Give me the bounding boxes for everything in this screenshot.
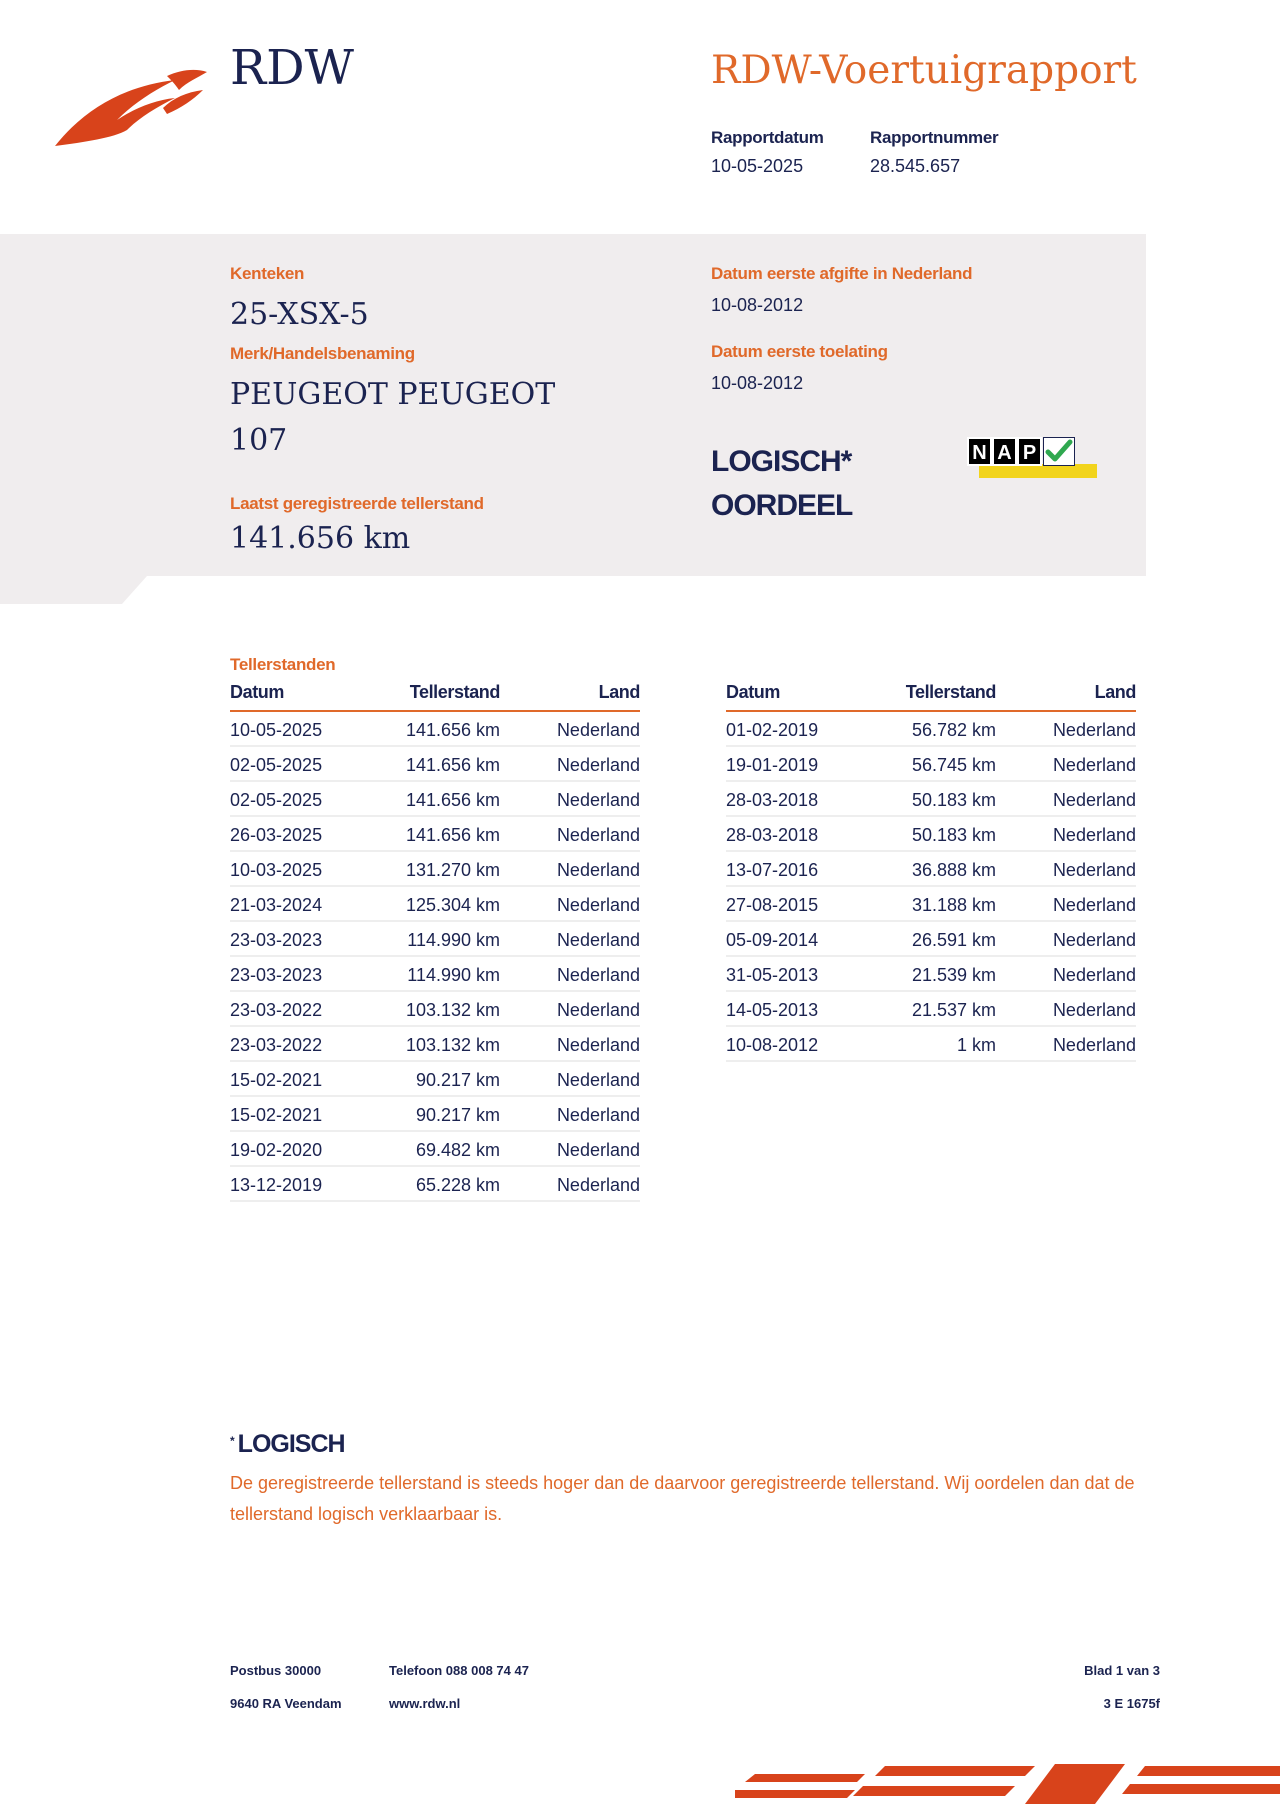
table-row	[726, 992, 1136, 1027]
reading-km: 141.656 km	[405, 790, 500, 810]
footer-code: 3 E 1675f	[1103, 1696, 1160, 1711]
first-admission-label: Datum eerste toelating	[711, 342, 888, 361]
reading-km: 90.217 km	[415, 1105, 500, 1125]
decorative-stripes-icon	[735, 1760, 1280, 1804]
readings-table-left	[230, 680, 640, 1202]
report-number: 28.545.657	[870, 156, 961, 176]
brand-name: RDW	[230, 40, 354, 96]
reading-km: 141.656 km	[405, 825, 500, 845]
report-date-label: Rapportdatum	[711, 128, 824, 147]
kenteken-label: Kenteken	[230, 264, 305, 283]
reading-date: 23-03-2023	[230, 930, 323, 950]
reading-date: 01-02-2019	[726, 720, 819, 740]
reading-km: 1 km	[956, 1035, 996, 1055]
reading-date: 13-12-2019	[230, 1175, 323, 1195]
first-issue-nl-label: Datum eerste afgifte in Nederland	[711, 264, 973, 283]
table-row	[726, 852, 1136, 887]
note-title-text: LOGISCH	[237, 1430, 345, 1458]
merk-label: Merk/Handelsbenaming	[230, 344, 415, 363]
reading-date: 10-05-2025	[230, 720, 323, 740]
reading-date: 14-05-2013	[726, 1000, 819, 1020]
nap-letter: A	[992, 437, 1017, 466]
reading-date: 31-05-2013	[726, 965, 819, 985]
table-row	[230, 817, 640, 852]
table-row	[230, 852, 640, 887]
table-row	[726, 782, 1136, 817]
table-row	[726, 817, 1136, 852]
reading-land: Nederland	[1052, 825, 1136, 845]
reading-date: 23-03-2022	[230, 1035, 323, 1055]
reading-date: 19-01-2019	[726, 755, 819, 775]
table-row	[230, 992, 640, 1027]
reading-land: Nederland	[556, 755, 640, 775]
merk-value: PEUGEOT PEUGEOT 107	[230, 377, 556, 458]
reading-date: 02-05-2025	[230, 790, 323, 810]
reading-date: 23-03-2022	[230, 1000, 323, 1020]
col-header-km: Tellerstand	[905, 682, 996, 702]
reading-km: 103.132 km	[405, 1035, 500, 1055]
table-row	[230, 957, 640, 992]
table-row	[726, 922, 1136, 957]
table-row	[230, 922, 640, 957]
reading-date: 02-05-2025	[230, 755, 323, 775]
kenteken-value: 25-XSX-5	[230, 297, 369, 332]
reading-date: 21-03-2024	[230, 895, 323, 915]
reading-date: 19-02-2020	[230, 1140, 323, 1160]
reading-km: 69.482 km	[415, 1140, 500, 1160]
table-row	[726, 957, 1136, 992]
reading-date: 26-03-2025	[230, 825, 323, 845]
table-row	[230, 1027, 640, 1062]
reading-date: 27-08-2015	[726, 895, 819, 915]
table-row	[726, 1027, 1136, 1062]
reading-date: 28-03-2018	[726, 790, 819, 810]
footer-postbus: Postbus 30000	[230, 1663, 322, 1678]
last-odometer-value: 141.656 km	[230, 521, 411, 556]
reading-date: 10-08-2012	[726, 1035, 819, 1055]
col-header-land: Land	[598, 682, 640, 702]
note-title	[230, 1430, 345, 1459]
table-row	[230, 887, 640, 922]
table-row	[230, 1097, 640, 1132]
reading-land: Nederland	[1052, 755, 1136, 775]
reading-date: 13-07-2016	[726, 860, 819, 880]
reading-km: 26.591 km	[911, 930, 996, 950]
reading-km: 103.132 km	[405, 1000, 500, 1020]
footer-website-link[interactable]: www.rdw.nl	[389, 1696, 461, 1711]
footer-address: 9640 RA Veendam	[230, 1696, 342, 1711]
reading-land: Nederland	[556, 720, 640, 740]
reading-km: 31.188 km	[911, 895, 996, 915]
readings-table-right	[726, 680, 1136, 1062]
reading-km: 56.745 km	[911, 755, 996, 775]
reading-date: 15-02-2021	[230, 1105, 323, 1125]
nap-letter: N	[967, 437, 992, 466]
reading-km: 21.539 km	[911, 965, 996, 985]
col-header-km: Tellerstand	[409, 682, 500, 702]
reading-km: 90.217 km	[415, 1070, 500, 1090]
report-number-label: Rapportnummer	[870, 128, 999, 147]
report-date: 10-05-2025	[711, 156, 804, 176]
reading-km: 21.537 km	[911, 1000, 996, 1020]
footer-phone: Telefoon 088 008 74 47	[389, 1663, 529, 1678]
first-issue-nl-value: 10-08-2012	[711, 295, 804, 315]
table-row	[230, 1132, 640, 1167]
nap-letter: P	[1017, 437, 1042, 466]
reading-land: Nederland	[556, 1175, 640, 1195]
reading-km: 141.656 km	[405, 755, 500, 775]
reading-km: 141.656 km	[405, 720, 500, 740]
reading-km: 65.228 km	[415, 1175, 500, 1195]
last-odometer-label: Laatst geregistreerde tellerstand	[230, 494, 484, 513]
col-header-date: Datum	[230, 682, 285, 702]
reading-land: Nederland	[1052, 860, 1136, 880]
table-rows	[726, 712, 1136, 1062]
table-header	[230, 680, 640, 712]
reading-date: 10-03-2025	[230, 860, 323, 880]
reading-land: Nederland	[556, 825, 640, 845]
reading-km: 114.990 km	[407, 930, 500, 950]
table-row	[230, 782, 640, 817]
col-header-date: Datum	[726, 682, 781, 702]
reading-land: Nederland	[556, 1105, 640, 1125]
reading-date: 05-09-2014	[726, 930, 819, 950]
reading-land: Nederland	[1052, 790, 1136, 810]
reading-land: Nederland	[556, 1140, 640, 1160]
verdict-text: LOGISCH* OORDEEL	[711, 445, 853, 522]
reading-km: 131.270 km	[405, 860, 500, 880]
reading-land: Nederland	[556, 790, 640, 810]
reading-land: Nederland	[556, 965, 640, 985]
reading-land: Nederland	[1052, 930, 1136, 950]
reading-land: Nederland	[556, 895, 640, 915]
reading-km: 50.183 km	[911, 790, 996, 810]
reading-land: Nederland	[1052, 1035, 1136, 1055]
table-row	[230, 1062, 640, 1097]
note-text: De geregistreerde tellerstand is steeds hoger dan de daarvoor geregistreerde tellerstand. Wij oordelen dan dat de tellerstand logisch verklaarbaar is.	[230, 1473, 1135, 1524]
reading-date: 15-02-2021	[230, 1070, 323, 1090]
table-row	[230, 1167, 640, 1202]
reading-land: Nederland	[1052, 720, 1136, 740]
reading-km: 36.888 km	[911, 860, 996, 880]
first-admission-value: 10-08-2012	[711, 373, 804, 393]
reading-km: 114.990 km	[407, 965, 500, 985]
table-row	[726, 747, 1136, 782]
reading-land: Nederland	[1052, 895, 1136, 915]
table-row	[726, 887, 1136, 922]
table-row	[230, 712, 640, 747]
table-rows	[230, 712, 640, 1202]
col-header-land: Land	[1094, 682, 1136, 702]
note-marker: *	[230, 1434, 234, 1448]
table-row	[230, 747, 640, 782]
readings-title: Tellerstanden	[230, 655, 336, 674]
reading-land: Nederland	[556, 1070, 640, 1090]
reading-date: 28-03-2018	[726, 825, 819, 845]
reading-land: Nederland	[556, 930, 640, 950]
reading-km: 50.183 km	[911, 825, 996, 845]
table-row	[726, 712, 1136, 747]
report-title: RDW-Voertuigrapport	[711, 48, 1137, 93]
table-header	[726, 680, 1136, 712]
reading-land: Nederland	[556, 1000, 640, 1020]
nap-logo-icon	[967, 437, 1085, 483]
footer-page-number: Blad 1 van 3	[1084, 1663, 1160, 1678]
check-icon	[1043, 437, 1075, 466]
reading-land: Nederland	[556, 1035, 640, 1055]
rdw-wing-logo-icon	[55, 68, 210, 150]
reading-land: Nederland	[1052, 1000, 1136, 1020]
reading-date: 23-03-2023	[230, 965, 323, 985]
reading-km: 56.782 km	[911, 720, 996, 740]
reading-land: Nederland	[1052, 965, 1136, 985]
reading-land: Nederland	[556, 860, 640, 880]
reading-km: 125.304 km	[405, 895, 500, 915]
